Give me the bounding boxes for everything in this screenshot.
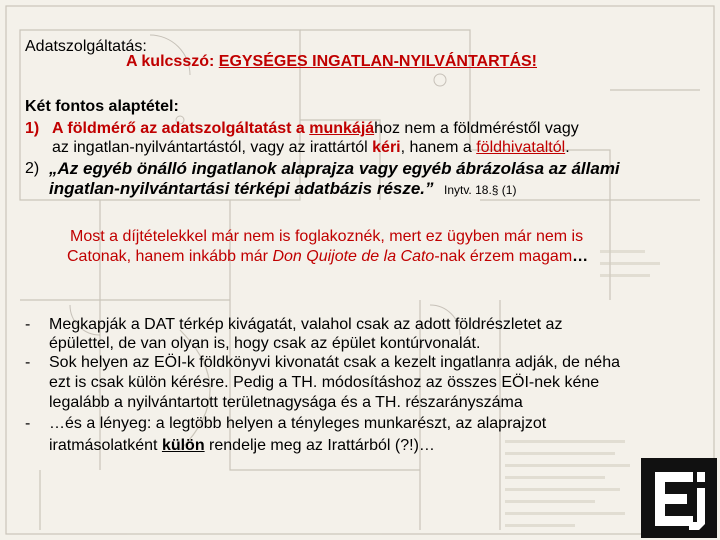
bullet-3-text-c: rendelje meg az Irattárból (?!)… [204, 437, 435, 454]
bullet-2-line-3: legalább a nyilvántartott területnagysága és a TH. részarányszáma [49, 394, 523, 411]
thesis-2-line-1: „Az egyéb önálló ingatlanok alaprajza vagy egyéb ábrázolása az állami [49, 159, 620, 178]
quote-line-2 [67, 248, 588, 266]
bullet-3-line-1: …és a lényeg: a legtöbb helyen a tényleges munkarészt, az alaprajzot [49, 415, 547, 432]
thesis-1-emphasis-office: földhivataltól [476, 139, 566, 156]
theses-heading: Két fontos alaptétel: [25, 98, 179, 115]
thesis-2-line-2 [49, 180, 516, 199]
bullet-2-line-2: ezt is csak külön kérésre. Pedig a TH. módosításhoz az összes EÖI-nek kéne [49, 374, 600, 391]
bullet-1-line-1: Megkapják a DAT térkép kivágatát, valahol csak az adott földrészletet az [49, 316, 563, 333]
thesis-1-emphasis-work: munkájá [309, 120, 375, 137]
bullet-2-line-1: Sok helyen az EÖI-k földkönyvi kivonatát csak a kezelt ingatlanra adják, de néha [49, 354, 620, 371]
thesis-2-number: 2) [25, 160, 40, 177]
thesis-1-text-d: az ingatlan-nyilvántartástól, vagy az irattártól [52, 139, 373, 156]
bullet-2-dash: - [25, 354, 31, 371]
bullet-3-text-a: iratmásolatként [49, 437, 162, 454]
bullet-1-dash: - [25, 316, 31, 333]
thesis-1-period: . [565, 139, 570, 156]
quote-line-1: Most a díjtételekkel már nem is foglakoznék, mert ez ügyben már nem is [70, 228, 584, 245]
keyword-text: EGYSÉGES INGATLAN-NYILVÁNTARTÁS! [218, 53, 537, 70]
bullet-1-line-2: épülettel, de van olyan is, hogy csak az épület kontúrvonalát. [49, 335, 481, 352]
keyword-prefix: A kulcsszó: [126, 53, 219, 70]
page-title: Adatszolgáltatás: [25, 38, 147, 55]
thesis-1-number: 1) [25, 120, 40, 137]
thesis-1-text-e: , hanem a [400, 139, 477, 156]
quote-text-c: -nak érzem magam [434, 248, 573, 265]
quote-don-quijote: Don Quijote de la Cato [272, 248, 435, 265]
quote-text-a: Catonak, hanem inkább már [67, 248, 273, 265]
quote-ellipsis: … [572, 248, 589, 265]
thesis-1-line-1 [52, 120, 579, 138]
thesis-1-line-2 [52, 139, 570, 157]
law-reference: Inytv. 18.§ (1) [443, 183, 517, 197]
institution-logo-icon [641, 458, 717, 538]
thesis-1-text-a: A földmérő az adatszolgáltatást a [52, 120, 310, 137]
bullet-3-dash: - [25, 415, 31, 432]
thesis-1-emphasis-asks: kéri [372, 139, 401, 156]
thesis-2-text: ingatlan-nyilvántartási térképi adatbázis része.” [49, 179, 434, 198]
thesis-1-text-c: hoz nem a földméréstől vagy [374, 120, 579, 137]
bullet-3-emphasis-separately: külön [161, 437, 205, 454]
keyword-line [126, 53, 537, 71]
bullet-3-line-2 [49, 437, 435, 455]
